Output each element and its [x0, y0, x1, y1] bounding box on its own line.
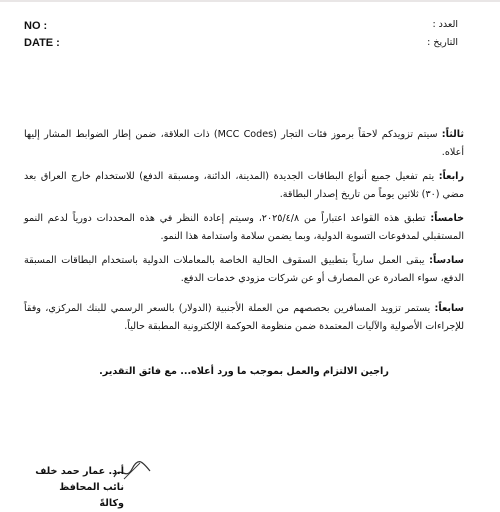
paragraph-sixth-heading: سادساً:	[429, 255, 464, 266]
reference-block-en	[24, 18, 60, 52]
number-label-en: NO :	[24, 20, 48, 32]
signatory-title: نائب المحافظ وكالةً	[59, 482, 124, 509]
reference-block-ar	[427, 16, 458, 52]
signature-block	[34, 464, 124, 512]
signatory-name: أ.د. عمار حمد خلف	[35, 466, 124, 477]
paragraph-sixth	[24, 252, 464, 288]
paragraph-third-heading: ثالثاً:	[441, 129, 464, 140]
paragraph-third	[24, 126, 464, 162]
number-label-ar: العدد :	[432, 19, 458, 30]
closing-line: راجين الالتزام والعمل بموجب ما ورد أعلاه... مع فائق التقدير.	[99, 366, 389, 377]
paragraph-third-text: سيتم تزويدكم لاحقاً برموز فئات التجار (MCC Codes) ذات العلاقة، ضمن إطار الضوابط المشار إليها أعلاه.	[24, 129, 464, 158]
paragraph-fifth-heading: خامساً:	[430, 213, 464, 224]
paragraph-sixth-text: يبقى العمل سارياً بتطبيق السقوف الحالية الخاصة بالمعاملات الدولية باستخدام البطاقات المسبقة الدفع، سواء الصادرة عن المصارف أو عن شركات مزودي خدمات الدفع.	[24, 255, 464, 284]
paragraph-fourth-text: يتم تفعيل جميع أنواع البطاقات الجديدة (المدينة، الدائنة، ومسبقة الدفع) للاستخدام خارج العراق بعد مضي (٣٠) ثلاثين يوماً من تاريخ إصدار البطاقة.	[24, 171, 464, 200]
paragraph-seventh-text: يستمر تزويد المسافرين بحصصهم من العملة الأجنبية (الدولار) بالسعر الرسمي للبنك المركزي، وفقاً للإجراءات الأصولية والآليات المعتمدة ضمن منظومة الحوكمة الإلكترونية المطبقة حالياً.	[24, 303, 464, 332]
letterhead-logo	[200, 2, 300, 20]
paragraph-fourth	[24, 168, 464, 204]
paragraph-seventh	[24, 300, 464, 336]
date-label-en: DATE :	[24, 37, 60, 49]
paragraph-fourth-heading: رابعاً:	[438, 171, 464, 182]
date-label-ar: التاريخ :	[427, 37, 458, 48]
paragraph-fifth-text: تطبق هذه القواعد اعتباراً من ٢٠٢٥/٤/٨، وسيتم إعادة النظر في هذه المحددات دورياً لدعم النمو المستقبلي لمدفوعات التسوية الدولية، وبما يضمن سلامة واستدامة هذا النمو.	[24, 213, 464, 242]
paragraph-fifth	[24, 210, 464, 246]
paragraph-seventh-heading: سابعاً:	[434, 303, 464, 314]
